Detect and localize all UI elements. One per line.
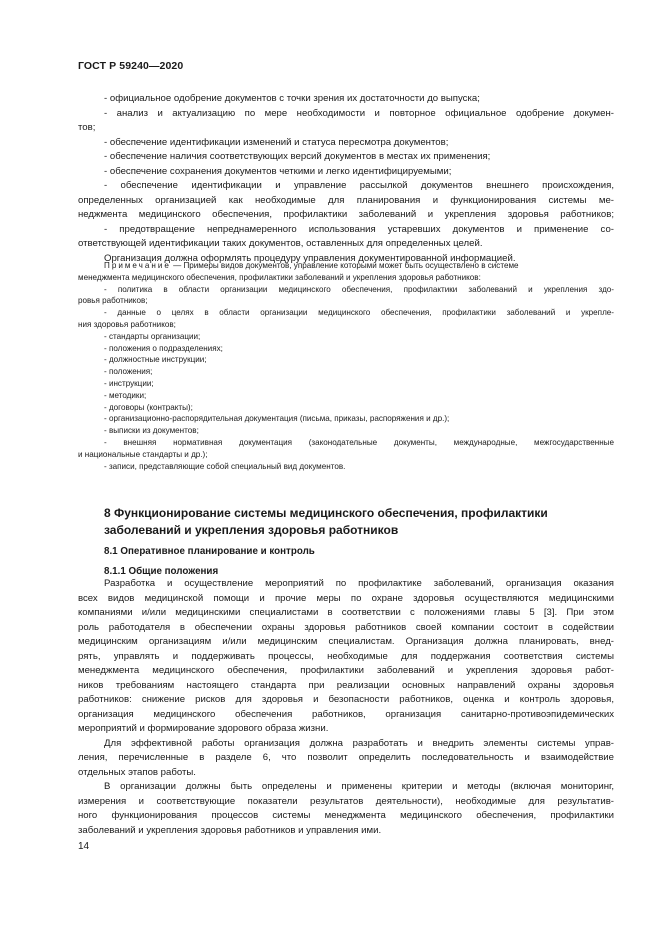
body-line: измерения и соответствующие показатели результатов деятельности), необходимые для результатив- [78, 795, 614, 807]
body-line: работников: снижение рисков для здоровья и безопасности работников, оценка и контроль здоровья, [78, 694, 614, 705]
subsection-8-1-heading [78, 546, 614, 557]
note-list-item: - положения о подразделениях; [104, 343, 223, 353]
note-list-item: - должностные инструкции; [104, 355, 207, 365]
page-number: 14 [78, 841, 90, 852]
note-list-item: - данные о целях в области организации медицинского обеспечения, профилактики заболеваний и укрепле- [104, 308, 614, 318]
list-item: - анализ и актуализацию по мере необходимости и повторное официальное одобрение докумен- [104, 107, 614, 119]
document-header: ГОСТ Р 59240—2020 [78, 60, 184, 72]
body-line: всех видов медицинской помощи и прочие меры по охране здоровья осуществляются медицинскими [78, 592, 614, 604]
body-line: Разработка и осуществление мероприятий по профилактике заболеваний, организация оказания [104, 578, 614, 589]
list-item-continuation: тов; [78, 122, 96, 133]
note-list-item: - стандарты организации; [104, 331, 201, 341]
body-line: ников требованиям настоящего стандарта при реализации основных направлений охраны здоровья [78, 679, 614, 691]
list-item: - предотвращение непреднамеренного использования устаревших документов и применение со- [104, 223, 614, 235]
body-line: рять, управлять и поддерживать процессы, необходимые для поддержания соответствия системы [78, 650, 614, 662]
body-line: организация медицинского обеспечения работников, организация санитарно-противоэпидемических [78, 708, 614, 720]
body-line: медицинским организациям и/или медицинским специалистам. Организация должна планировать, внед- [78, 636, 614, 647]
note-list-item: - организационно-распорядительная документация (письма, приказы, распоряжения и др.); [104, 414, 450, 424]
note-first-line [78, 260, 614, 272]
note-list-item: - внешняя нормативная документация (законодательные документы, международные, межгосударственные [104, 437, 614, 447]
note-list-item: - записи, представляющие собой специальный вид документов. [104, 461, 346, 471]
note-list-item: - выписки из документов; [104, 426, 199, 436]
section-8-body [78, 577, 614, 838]
section-title-line: 8 Функционирование системы медицинского обеспечения, профилактики [104, 506, 548, 520]
body-line: В организации должны быть определены и применены критерии и методы (включая мониторинг, [104, 781, 614, 792]
note-label: Примечание [104, 261, 171, 270]
note-block [78, 260, 614, 472]
note-list-item: - методики; [104, 390, 147, 400]
note-list-item: - договоры (контракты); [104, 402, 193, 412]
body-line: роль работодателя в обеспечении охраны здоровья работников своей компании состоит в содействии [78, 621, 614, 633]
note-line: ния здоровья работников; [78, 319, 176, 329]
list-item: - официальное одобрение документов с точки зрения их достаточности до выпуска; [104, 93, 480, 104]
body-line: Для эффективной работы организация должна разработать и внедрить элементы системы управ- [104, 737, 614, 749]
list-item: - обеспечение идентификации и управление рассылкой документов внешнего происхождения, [104, 180, 614, 191]
body-line: ного функционирования процессов системы менеджмента медицинского обеспечения, профилактики [78, 810, 614, 821]
list-item: - обеспечение сохранения документов четкими и легко идентифицируемыми; [104, 165, 452, 177]
body-line: отдельных этапов работы. [78, 766, 196, 778]
note-list-item: - положения; [104, 367, 153, 377]
note-list-item: - инструкции; [104, 378, 154, 388]
note-line: менеджмента медицинского обеспечения, профилактики заболеваний и укрепления здоровья работников: [78, 272, 481, 282]
document-control-list [78, 92, 614, 266]
body-line: менеджмента медицинского обеспечения, профилактики заболеваний и укрепления здоровья работ- [78, 665, 614, 676]
body-line: заболеваний и укрепления здоровья работников и управления ими. [78, 824, 382, 836]
body-line: компаниями и/или медицинскими специалистами в соответствии с положениями главы 5 [3]. При этом [78, 607, 614, 618]
list-item: - обеспечение наличия соответствующих версий документов в местах их применения; [104, 151, 491, 162]
note-text: — Примеры видов документов, управление которыми может быть осуществлено в системе [170, 261, 519, 270]
subsubsection-title: 8.1.1 Общие положения [104, 566, 219, 577]
body-line: мероприятий и формирование здорового образа жизни. [78, 723, 329, 734]
section-title-line: заболеваний и укрепления здоровья работников [104, 522, 399, 537]
paragraph: Организация должна оформлять процедуру управления документированной информацией. [104, 252, 516, 264]
subsection-8-1-1-heading [78, 566, 614, 577]
subsection-title: 8.1 Оперативное планирование и контроль [104, 546, 315, 557]
body-line: ления, перечисленные в разделе 6, что позволит определить последовательность и взаимодействие [78, 752, 614, 763]
list-item-continuation: неджмента медицинского обеспечения, профилактики заболеваний и укрепления здоровья работников; [78, 209, 614, 220]
note-line: и национальные стандарты и др.); [78, 449, 208, 459]
note-list-item: - политика в области организации медицинского обеспечения, профилактики заболеваний и укрепления здо- [104, 284, 614, 294]
list-item: - обеспечение идентификации изменений и статуса пересмотра документов; [104, 136, 449, 148]
note-line: ровья работников; [78, 296, 148, 306]
list-item-continuation: определенных организацией как необходимые для планирования и функционирования системы ме- [78, 194, 614, 206]
list-item-continuation: ответствующей идентификации таких документов, оставленных для определенных целей. [78, 238, 483, 249]
section-8-heading [78, 505, 614, 538]
